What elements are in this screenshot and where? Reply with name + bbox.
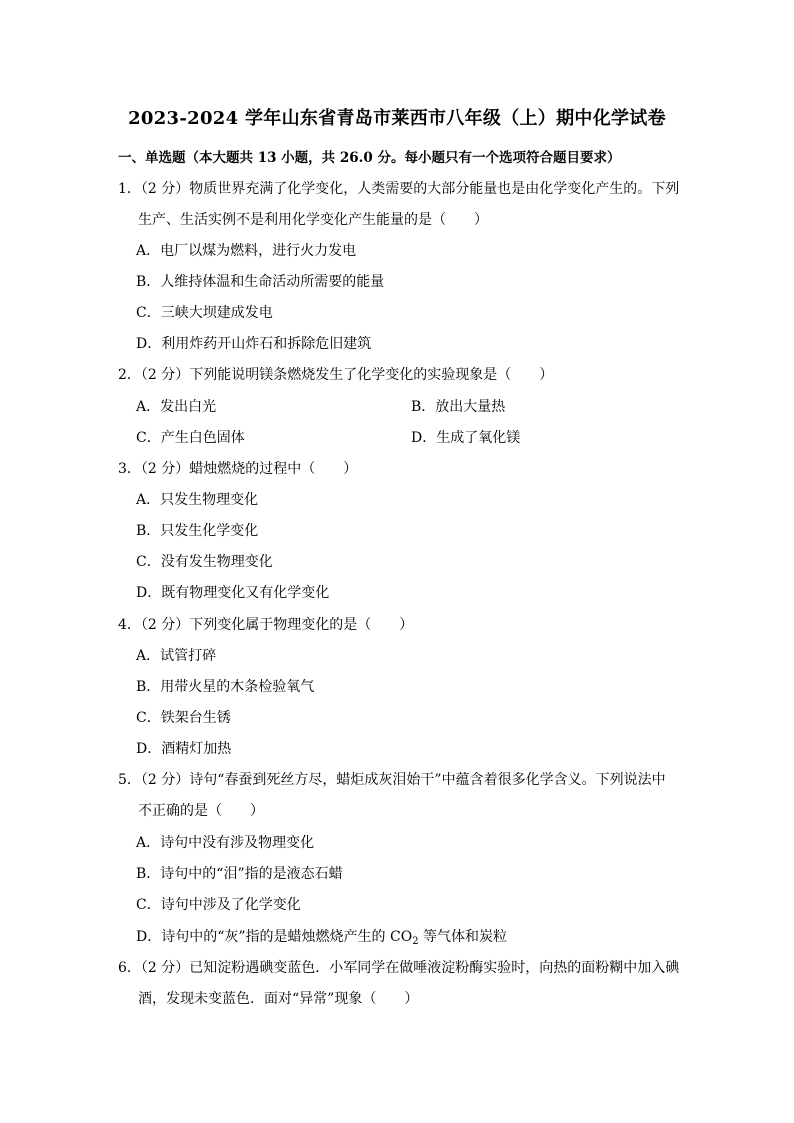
question-5-stem-cont: 不正确的是（ ） [138, 803, 264, 819]
question-4-option-c: C．铁架台生锈 [136, 710, 231, 726]
question-5-option-b: B．诗句中的“泪”指的是液态石蜡 [136, 866, 343, 882]
question-3-stem: 3．（2 分）蜡烛燃烧的过程中（ ） [118, 461, 358, 477]
question-2-option-b: B．放出大量热 [411, 399, 506, 415]
question-5-option-d-text: D．诗句中的“灰”指的是蜡烛燃烧产生的 CO [136, 929, 413, 945]
question-5-option-d-tail: 等气体和炭粒 [418, 929, 508, 945]
question-5-stem: 5．（2 分）诗句“春蚕到死丝方尽，蜡炬成灰泪始干”中蕴含着很多化学含义。下列说法中 [118, 772, 666, 788]
question-1-option-a: A．电厂以煤为燃料，进行火力发电 [136, 243, 357, 259]
exam-title: 2023-2024 学年山东省青岛市莱西市八年级（上）期中化学试卷 [128, 108, 666, 129]
question-2-option-c: C．产生白色固体 [136, 430, 245, 446]
question-2-stem: 2．（2 分）下列能说明镁条燃烧发生了化学变化的实验现象是（ ） [118, 367, 554, 383]
subscript: 2 [412, 936, 419, 947]
question-3-option-b: B．只发生化学变化 [136, 523, 259, 539]
question-6-stem-cont: 酒，发现未变蓝色．面对“异常”现象（ ） [138, 991, 419, 1007]
question-4-stem: 4．（2 分）下列变化属于物理变化的是（ ） [118, 617, 414, 633]
question-2-option-d: D．生成了氧化镁 [411, 430, 521, 446]
question-3-option-c: C．没有发生物理变化 [136, 554, 273, 570]
question-5-option-c: C．诗句中涉及了化学变化 [136, 897, 301, 913]
question-2-option-a: A．发出白光 [136, 399, 217, 415]
question-1-stem-cont: 生产、生活实例不是利用化学变化产生能量的是（ ） [138, 212, 488, 228]
question-4-option-b: B．用带火星的木条检验氧气 [136, 679, 315, 695]
question-3-option-a: A．只发生物理变化 [136, 492, 259, 508]
question-5-option-a: A．诗句中没有涉及物理变化 [136, 835, 315, 851]
question-6-stem: 6．（2 分）已知淀粉遇碘变蓝色．小军同学在做唾液淀粉酶实验时，向热的面粉糊中加入碘 [118, 960, 680, 976]
question-1-option-d: D．利用炸药开山炸石和拆除危旧建筑 [136, 336, 372, 352]
question-4-option-a: A．试管打碎 [136, 648, 217, 664]
question-1-stem: 1．（2 分）物质世界充满了化学变化，人类需要的大部分能量也是由化学变化产生的。下列 [118, 181, 680, 197]
question-1-option-b: B．人维持体温和生命活动所需要的能量 [136, 274, 385, 290]
question-3-option-d: D．既有物理变化又有化学变化 [136, 585, 330, 601]
question-5-option-d [136, 926, 507, 946]
question-1-option-c: C．三峡大坝建成发电 [136, 305, 273, 321]
section-heading: 一、单选题（本大题共 13 小题，共 26.0 分。每小题只有一个选项符合题目要求） [118, 150, 621, 166]
question-4-option-d: D．酒精灯加热 [136, 741, 232, 757]
